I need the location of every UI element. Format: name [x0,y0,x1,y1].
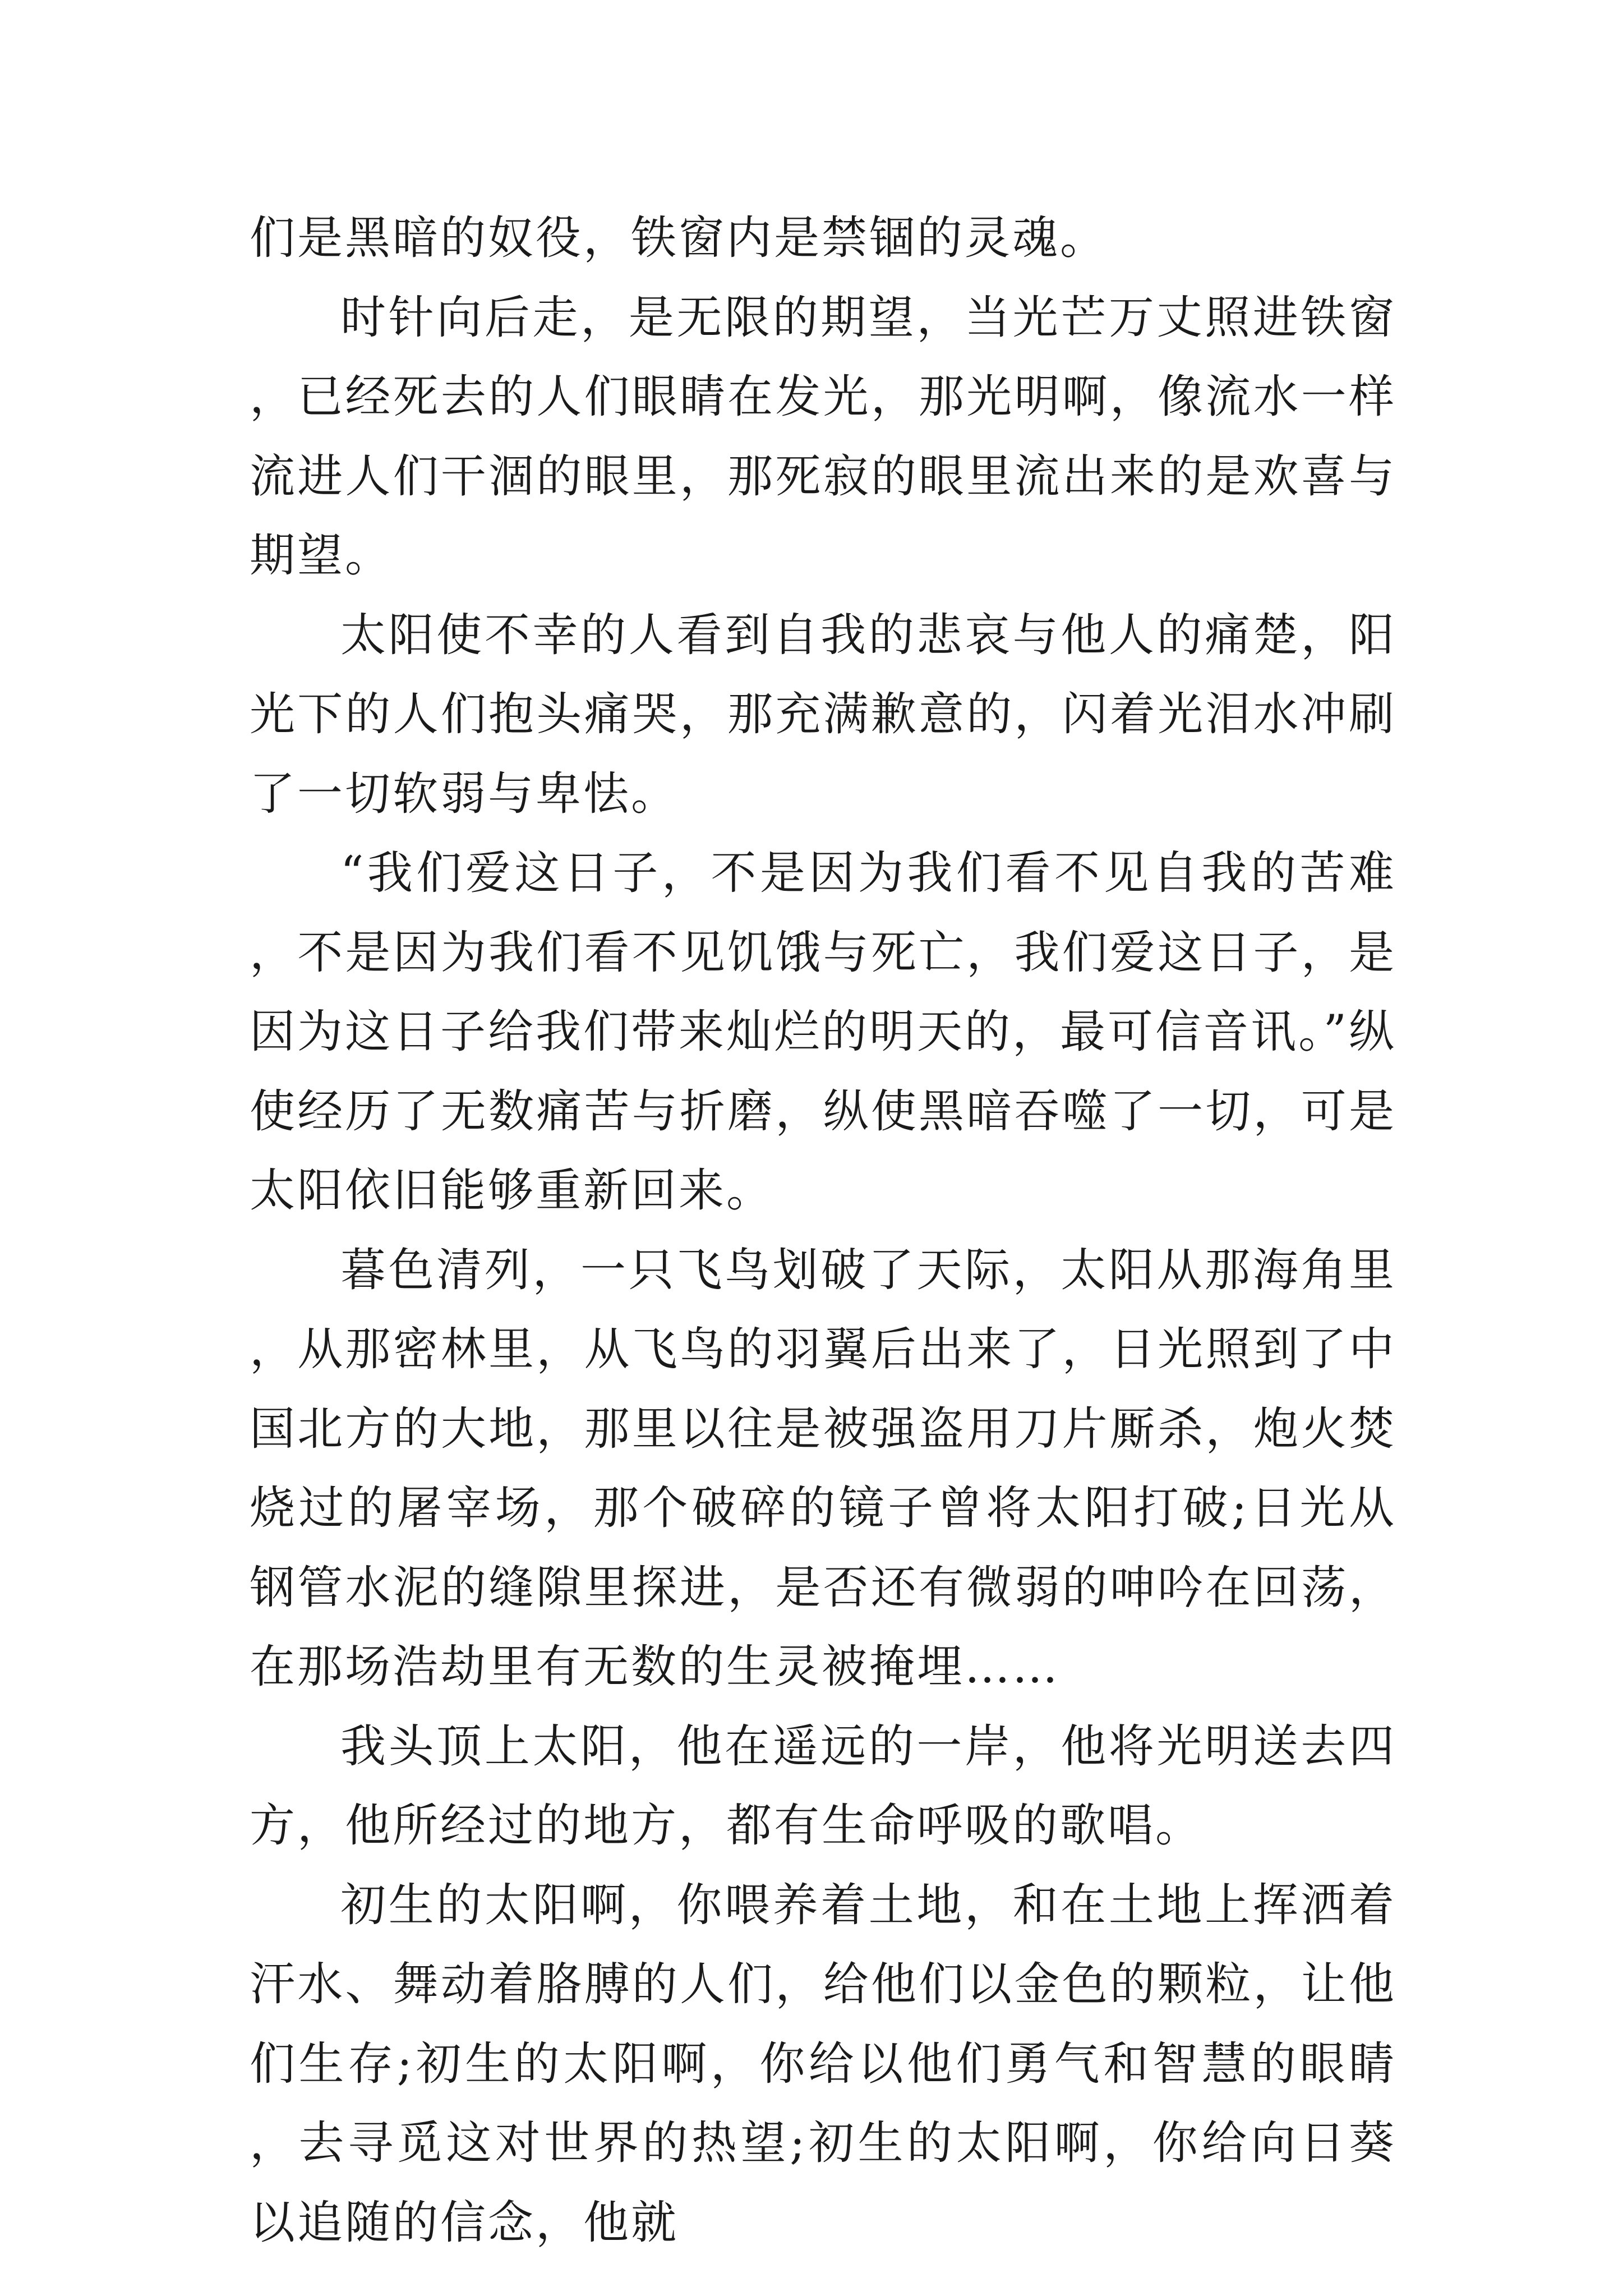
paragraph-clock-hands: 时针向后走，是无限的期望，当光芒万丈照进铁窗，已经死去的人们眼睛在发光，那光明啊，像流水一样流进人们干涸的眼里，那死寂的眼里流出来的是欢喜与期望。 [250,291,1396,582]
paragraph-continued: 们是黑暗的奴役，铁窗内是禁锢的灵魂。 [250,212,1108,265]
paragraph-quote: “我们爱这日子，不是因为我们看不见自我的苦难，不是因为我们看不见饥饿与死亡，我们爱这日子，是因为这日子给我们带来灿烂的明天的，最可信音讯。”纵使经历了无数痛苦与折磨，纵使黑暗吞噬了一切，可是太阳依旧能够重新回来。 [250,847,1396,1217]
paragraph-dusk: 暮色清列，一只飞鸟划破了天际，太阳从那海角里，从那密林里，从飞鸟的羽翼后出来了，日光照到了中国北方的大地，那里以往是被强盗用刀片厮杀，炮火焚烧过的屠宰场，那个破碎的镜子曾将太阳打破;日光从钢管水泥的缝隙里探进，是否还有微弱的呻吟在回荡，在那场浩劫里有无数的生灵被掩埋…… [250,1244,1396,1694]
paragraph-sun-sorrow: 太阳使不幸的人看到自我的悲哀与他人的痛楚，阳光下的人们抱头痛哭，那充满歉意的，闪着光泪水冲刷了一切软弱与卑怯。 [250,609,1396,821]
paragraph-newborn-sun: 初生的太阳啊，你喂养着土地，和在土地上挥洒着汗水、舞动着胳膊的人们，给他们以金色的颗粒，让他们生存;初生的太阳啊，你给以他们勇气和智慧的眼睛，去寻觅这对世界的热望;初生的太阳啊，你给向日葵以追随的信念，他就 [250,1879,1396,2249]
body-text [250,199,1396,2263]
paragraph-sun-overhead: 我头顶上太阳，他在遥远的一岸，他将光明送去四方，他所经过的地方，都有生命呼吸的歌唱。 [250,1720,1396,1852]
